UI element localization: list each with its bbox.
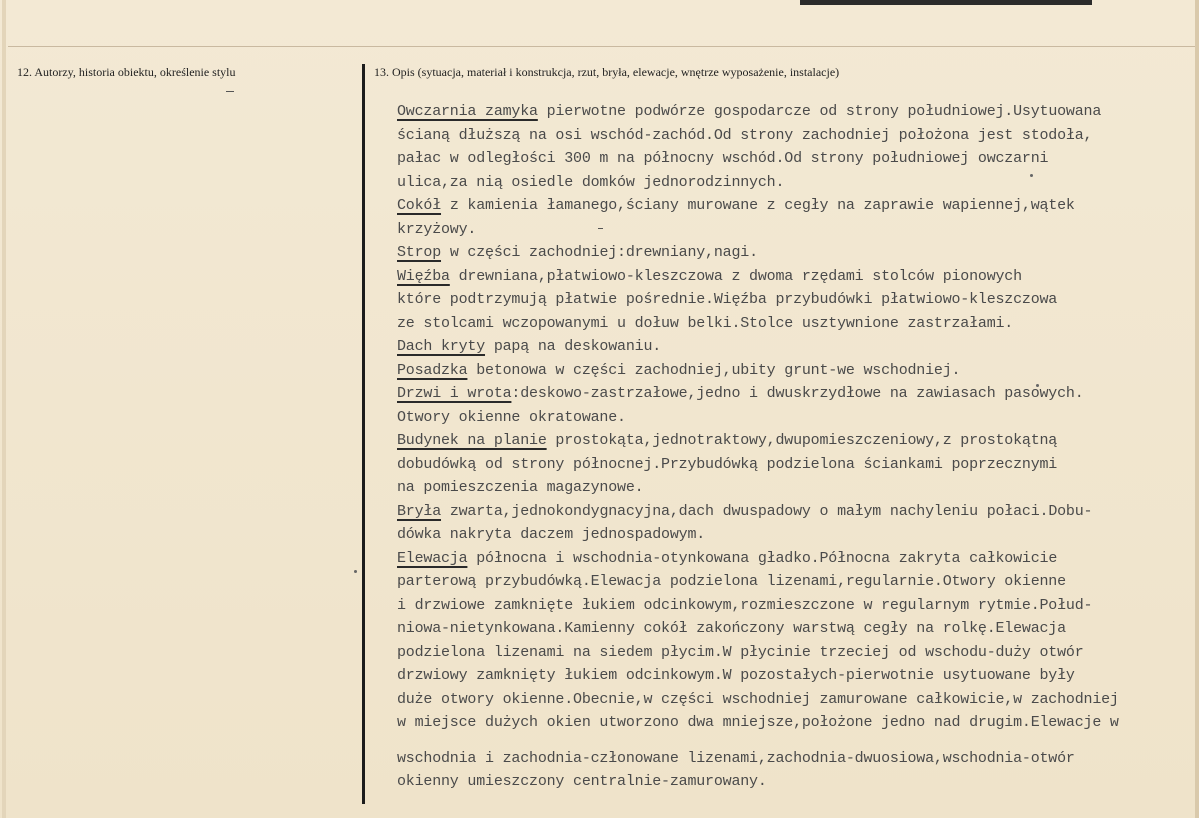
text-line (397, 594, 1197, 618)
line-text: z kamienia łamanego,ściany murowane z cegły na zaprawie wapiennej,wątek (441, 197, 1075, 214)
column-divider (362, 64, 365, 804)
text-line (397, 218, 1197, 242)
underlined-keyword: Drzwi i wrota (397, 385, 512, 402)
left-page-edge (2, 0, 6, 818)
dash-mark (226, 91, 234, 92)
text-line (397, 124, 1197, 148)
underlined-keyword: Elewacja (397, 549, 468, 567)
line-text: w miejsce dużych okien utworzono dwa mniejsze,położone jedno nad drugim.Elewacje w (397, 714, 1119, 731)
line-text: podzielona lizenami na siedem płycim.W płycinie trzeciej od wschodu-duży otwór (397, 643, 1084, 661)
line-text: pałac w odległości 300 m na północny wschód.Od strony południowej owczarni (397, 150, 1049, 167)
text-line (397, 770, 1197, 794)
text-line (397, 406, 1197, 430)
text-line (397, 194, 1197, 218)
text-line (397, 664, 1197, 688)
section-12-heading: 12. Autorzy, historia obiektu, określenie stylu (17, 65, 236, 79)
line-text: i drzwiowe zamknięte łukiem odcinkowym,rozmieszczone w regularnym rytmie.Połud- (397, 596, 1093, 614)
text-line (397, 382, 1197, 406)
line-text: prostokąta,jednotraktowy,dwupomieszczeniowy,z prostokątną (546, 432, 1058, 449)
line-text: krzyżowy. (397, 220, 477, 238)
text-line (397, 335, 1197, 359)
underlined-keyword: Posadzka (397, 361, 468, 379)
text-line (397, 453, 1197, 477)
underlined-keyword: Dach kryty (397, 338, 486, 355)
line-text: północna i wschodnia-otynkowana gładko.Północna zakryta całkowicie (467, 549, 1058, 567)
line-text: ze stolcami wczopowanymi u dołuw belki.Stolce usztywnione zastrzałami. (397, 314, 1014, 332)
text-line (397, 241, 1197, 265)
underlined-keyword: Bryła (397, 502, 442, 520)
text-line (397, 523, 1197, 547)
text-line (397, 500, 1197, 524)
underlined-keyword: Owczarnia zamyka (397, 103, 538, 120)
line-text: niowa-nietynkowana.Kamienny cokół zakończony warstwą cegły na rolkę.Elewacja (397, 620, 1066, 637)
text-line (397, 429, 1197, 453)
text-line (397, 312, 1197, 336)
text-line (397, 476, 1197, 500)
text-line (397, 100, 1197, 124)
underlined-keyword: Budynek na planie (397, 432, 547, 449)
line-text: na pomieszczenia magazynowe. (397, 479, 644, 496)
line-text: dobudówką od strony północnej.Przybudówką podzielona ściankami poprzecznymi (397, 455, 1058, 473)
text-line (397, 265, 1197, 289)
text-line (397, 688, 1197, 712)
line-text: okienny umieszczony centralnie-zamurowany. (397, 773, 767, 790)
text-line (397, 547, 1197, 571)
line-text: które podtrzymują płatwie pośrednie.Więźba przybudówki płatwiowo-kleszczowa (397, 291, 1058, 308)
line-text: :deskowo-zastrzałowe,jedno i dwuskrzydłowe na zawiasach pasowych. (511, 385, 1084, 402)
text-line (397, 359, 1197, 383)
text-line (397, 171, 1197, 195)
line-text: Otwory okienne okratowane. (397, 408, 626, 426)
underlined-keyword: Strop (397, 244, 442, 261)
line-text: ulica,za nią osiedle domków jednorodzinnych. (397, 173, 785, 191)
line-text: dówka nakryta daczem jednospadowym. (397, 526, 706, 543)
line-text: w części zachodniej:drewniany,nagi. (441, 244, 758, 261)
top-tab (800, 0, 1092, 5)
text-line (397, 711, 1197, 735)
text-line (397, 747, 1197, 771)
line-text: ścianą dłuższą na osi wschód-zachód.Od strony zachodniej położona jest stodoła, (397, 126, 1093, 144)
line-text: parterową przybudówką.Elewacja podzielona lizenami,regularnie.Otwory okienne (397, 573, 1066, 590)
text-line (397, 617, 1197, 641)
text-line (397, 147, 1197, 171)
typed-description (397, 100, 1197, 794)
text-line (397, 641, 1197, 665)
line-text: wschodnia i zachodnia-członowane lizenami,zachodnia-dwuosiowa,wschodnia-otwór (397, 749, 1075, 767)
section-13-heading: 13. Opis (sytuacja, materiał i konstrukcja, rzut, bryła, elewacje, wnętrze wyposażenie, instalacje) (374, 65, 840, 79)
line-text: duże otwory okienne.Obecnie,w części wschodniej zamurowane całkowicie,w zachodniej (397, 690, 1119, 708)
line-text: pierwotne podwórze gospodarcze od strony południowej.Usytuowana (537, 103, 1102, 120)
line-text: papą na deskowaniu. (485, 338, 662, 355)
ink-dot (354, 570, 357, 573)
text-line (397, 570, 1197, 594)
underlined-keyword: Cokół (397, 197, 442, 214)
top-rule (8, 46, 1195, 47)
line-text: betonowa w części zachodniej,ubity grunt-we wschodniej. (467, 361, 961, 379)
line-text: drewniana,płatwiowo-kleszczowa z dwoma rzędami stolców pionowych (449, 267, 1022, 285)
line-text: drzwiowy zamknięty łukiem odcinkowym.W pozostałych-pierwotnie usytuowane były (397, 667, 1075, 684)
line-text: zwarta,jednokondygnacyjna,dach dwuspadowy o małym nachyleniu połaci.Dobu- (441, 502, 1093, 520)
text-line (397, 288, 1197, 312)
underlined-keyword: Więźba (397, 267, 450, 285)
